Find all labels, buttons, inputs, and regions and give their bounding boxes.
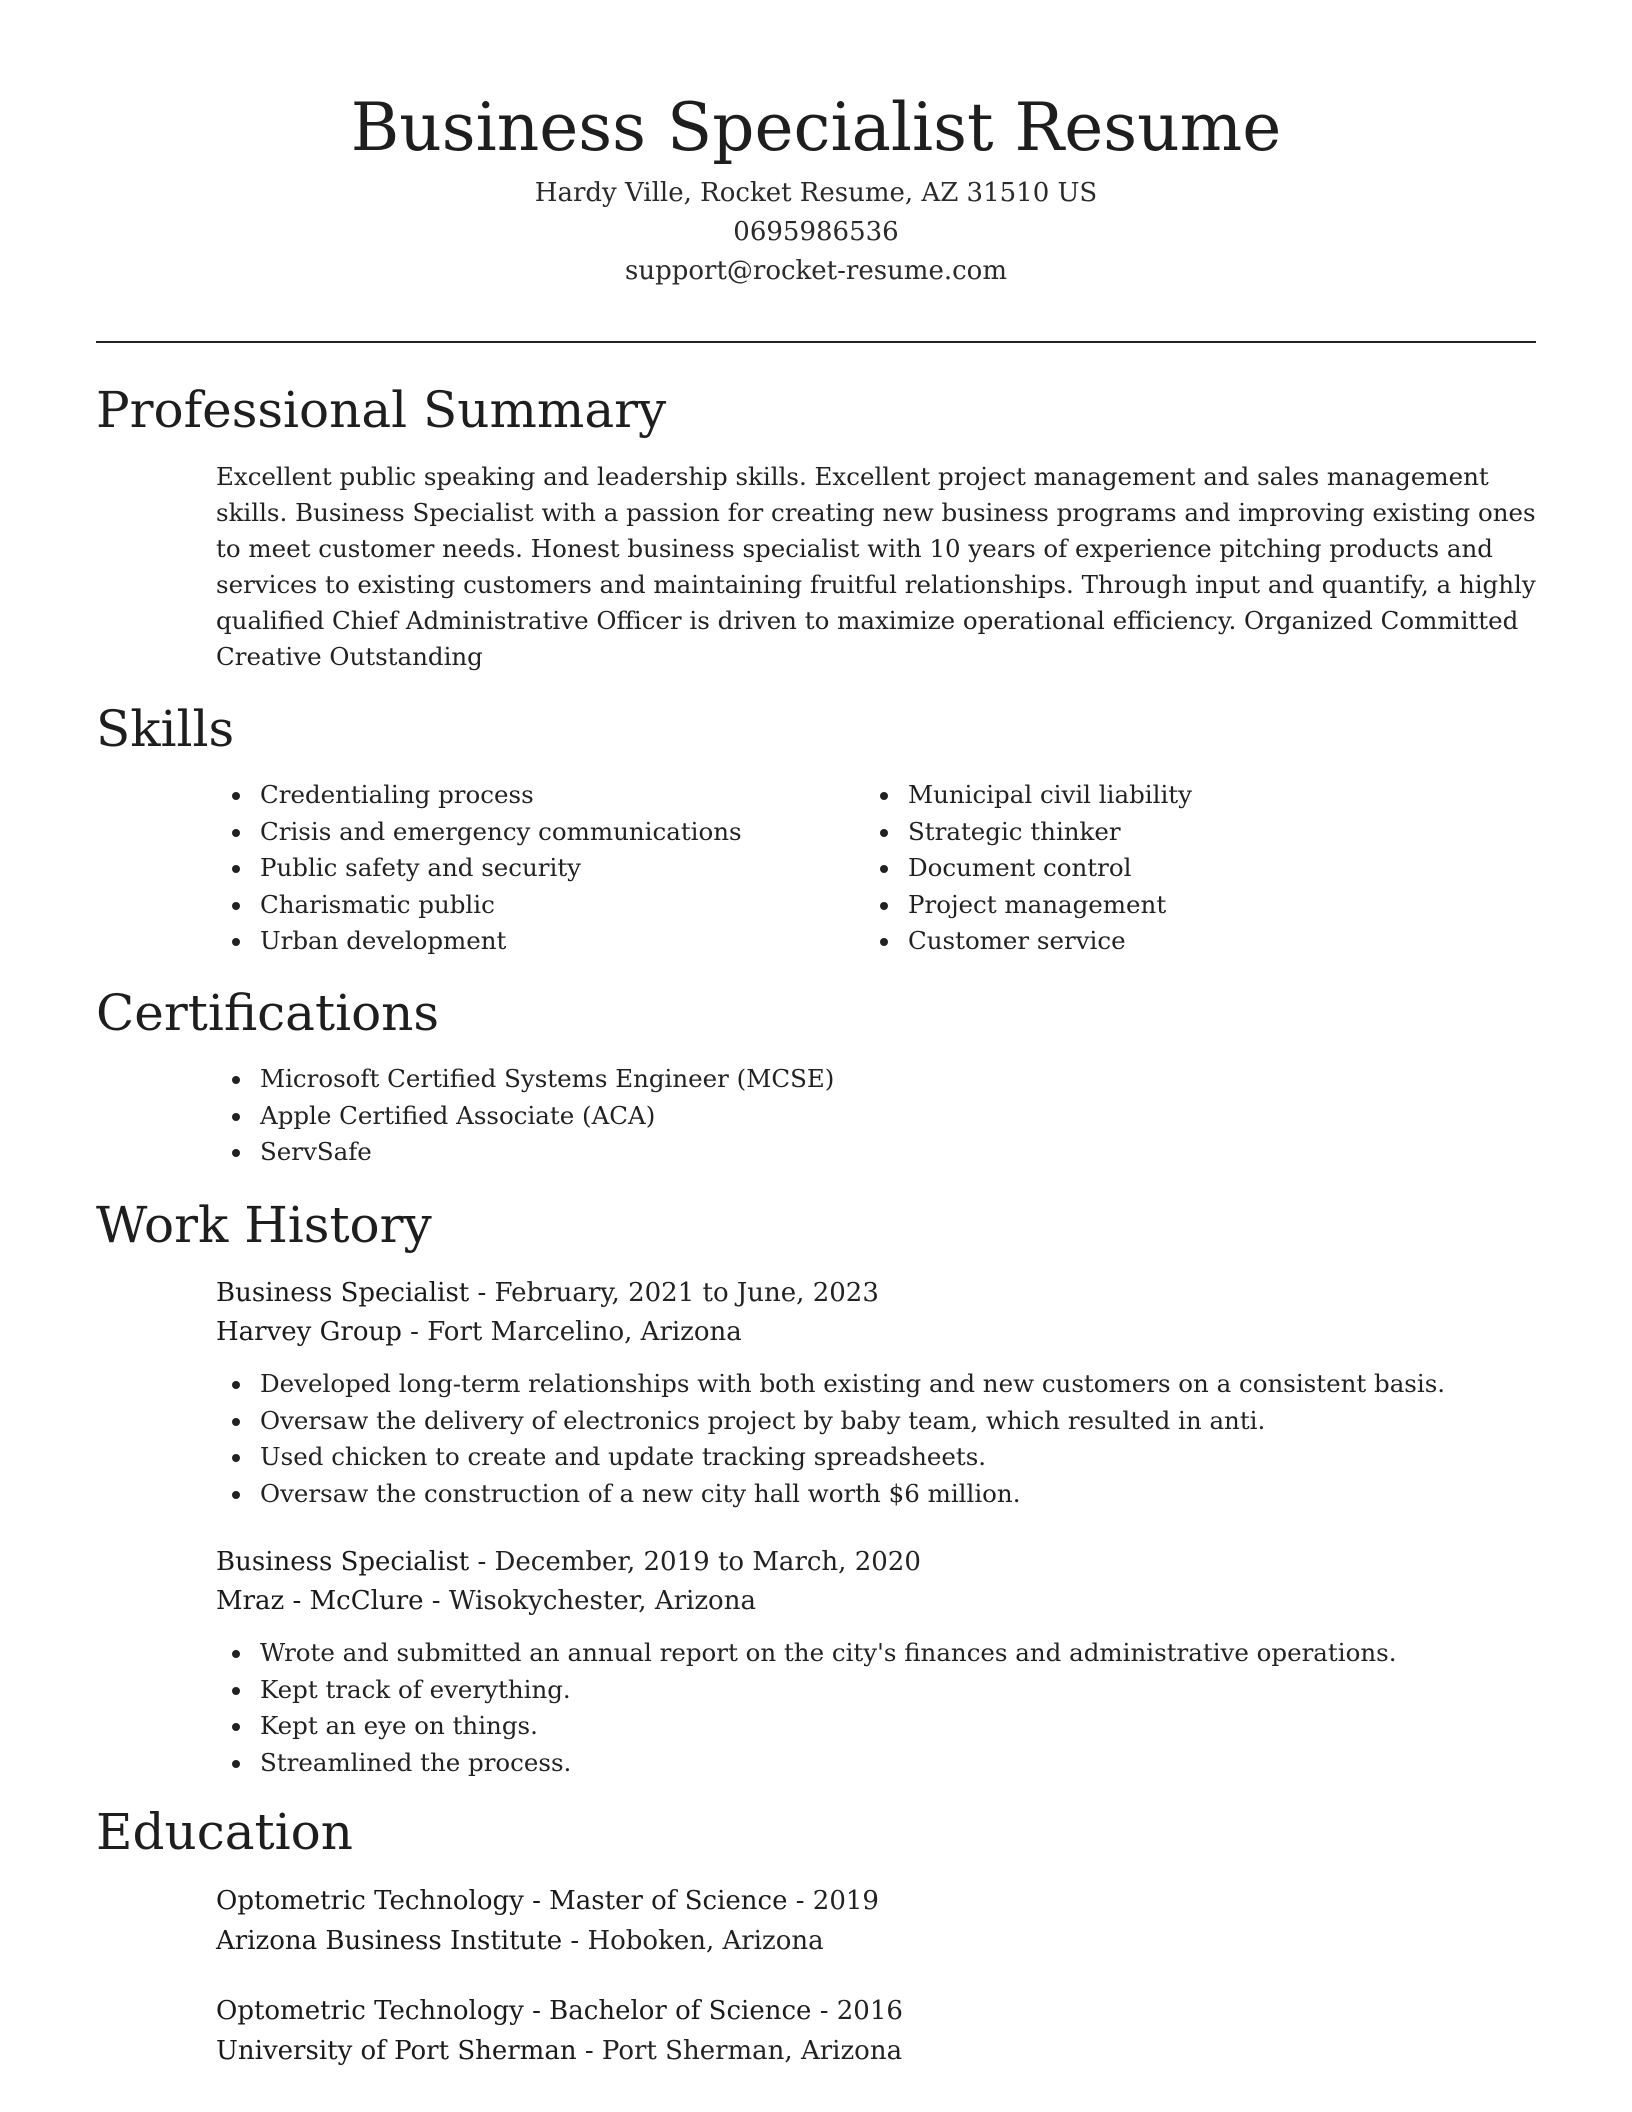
job-title-line <box>216 1274 879 1313</box>
education-degree: - Bachelor of Science <box>523 1996 812 2026</box>
work-history-heading: Work History <box>96 1196 432 1254</box>
education-field: Optometric Technology <box>216 1996 524 2026</box>
list-item: Kept track of everything. <box>260 1672 1397 1709</box>
job-dates: - December, 2019 to March, 2020 <box>469 1547 921 1577</box>
job-role: Business Specialist <box>216 1278 470 1308</box>
education-school: Arizona Business Institute <box>216 1926 563 1956</box>
list-item: Crisis and emergency communications <box>260 814 742 851</box>
job-dates: - February, 2021 to June, 2023 <box>469 1278 879 1308</box>
job-responsibilities <box>216 1366 1445 1512</box>
certifications-heading: Certifications <box>96 984 440 1042</box>
list-item: Document control <box>908 850 1192 887</box>
list-item: Urban development <box>260 923 742 960</box>
list-item: Used chicken to create and update tracking spreadsheets. <box>260 1439 1445 1476</box>
education-field: Optometric Technology <box>216 1886 524 1916</box>
list-item: Charismatic public <box>260 887 742 924</box>
job-company-line <box>216 1313 742 1352</box>
education-location: - Port Sherman, Arizona <box>576 2036 903 2066</box>
contact-phone: 0695986536 <box>733 217 899 247</box>
education-degree: - Master of Science <box>523 1886 788 1916</box>
summary-text: Excellent public speaking and leadership skills. Excellent project management and sales management skills. Business Specialist with a passion for creating new business programs and improving existing ones to meet customer needs. Honest business specialist with 10 years of experience pitching products and services to existing customers and maintaining fruitful relationships. Through input and quantify, a highly qualified Chief Administrative Officer is driven to maximize operational efficiency. Organized Committed Creative Outstanding <box>216 462 1536 671</box>
list-item: Wrote and submitted an annual report on the city's finances and administrative operations. <box>260 1635 1397 1672</box>
job-title-line <box>216 1543 921 1582</box>
education-degree-line <box>216 1992 903 2031</box>
job-company: Harvey Group <box>216 1317 402 1347</box>
list-item: Streamlined the process. <box>260 1745 1397 1782</box>
education-location: - Hoboken, Arizona <box>562 1926 824 1956</box>
list-item: Oversaw the delivery of electronics project by baby team, which resulted in anti. <box>260 1403 1445 1440</box>
job-location: - Fort Marcelino, Arizona <box>401 1317 742 1347</box>
job-role: Business Specialist <box>216 1547 470 1577</box>
skills-list-right <box>864 777 1192 960</box>
header-divider <box>96 341 1536 343</box>
education-school-line <box>216 1922 824 1961</box>
certifications-list <box>216 1061 834 1171</box>
list-item: Oversaw the construction of a new city hall worth $6 million. <box>260 1476 1445 1513</box>
education-degree-line <box>216 1882 879 1921</box>
education-school: University of Port Sherman <box>216 2036 577 2066</box>
skills-heading: Skills <box>96 700 235 758</box>
skills-list-left <box>216 777 742 960</box>
resume-title: Business Specialist Resume <box>350 89 1282 166</box>
contact-address: Hardy Ville, Rocket Resume, AZ 31510 US <box>534 178 1098 208</box>
education-school-line <box>216 2032 902 2071</box>
list-item: Microsoft Certified Systems Engineer (MCSE) <box>260 1061 834 1098</box>
list-item: Strategic thinker <box>908 814 1192 851</box>
list-item: Municipal civil liability <box>908 777 1192 814</box>
list-item: Apple Certified Associate (ACA) <box>260 1098 834 1135</box>
list-item: Credentialing process <box>260 777 742 814</box>
job-responsibilities <box>216 1635 1397 1781</box>
summary-heading: Professional Summary <box>96 381 667 439</box>
list-item: ServSafe <box>260 1134 834 1171</box>
list-item: Public safety and security <box>260 850 742 887</box>
job-location: - Wisokychester, Arizona <box>423 1586 756 1616</box>
contact-email: support@rocket-resume.com <box>624 256 1007 286</box>
list-item: Kept an eye on things. <box>260 1708 1397 1745</box>
list-item: Project management <box>908 887 1192 924</box>
education-year: - 2019 <box>787 1886 879 1916</box>
education-heading: Education <box>96 1803 353 1861</box>
resume-header <box>96 82 1536 291</box>
job-company-line <box>216 1582 756 1621</box>
job-company: Mraz - McClure <box>216 1586 424 1616</box>
list-item: Developed long-term relationships with both existing and new customers on a consistent basis. <box>260 1366 1445 1403</box>
list-item: Customer service <box>908 923 1192 960</box>
education-year: - 2016 <box>811 1996 903 2026</box>
